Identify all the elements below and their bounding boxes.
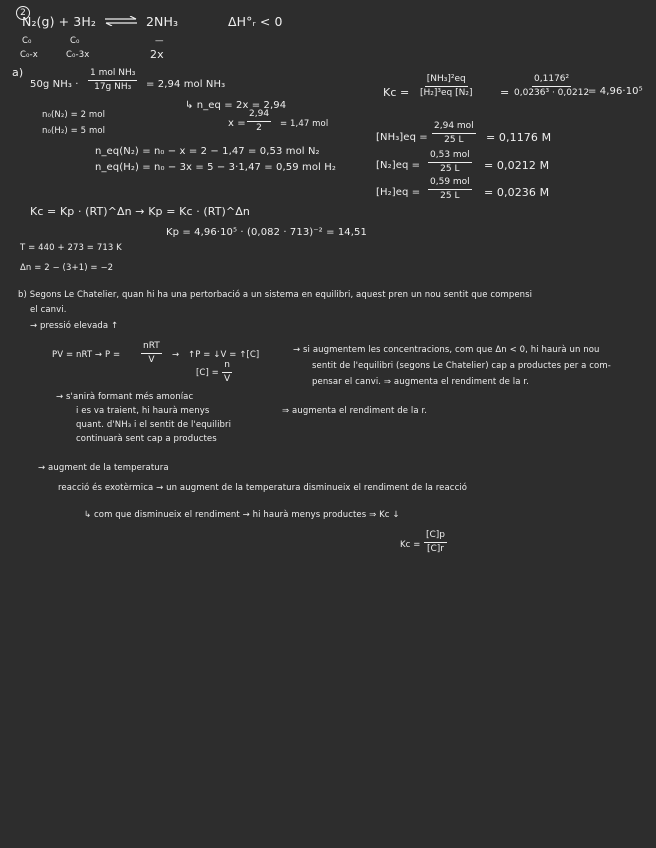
- fraction-numerator: 2,94: [247, 109, 271, 122]
- temperature: T = 440 + 273 = 713 K: [20, 243, 122, 253]
- temperature-heading: → augment de la temperatura: [38, 463, 169, 473]
- moles-nh3-result: = 2,94 mol NH₃: [146, 79, 226, 90]
- fraction-numerator: 2,94 mol: [432, 121, 476, 134]
- fraction-denominator: 25 L: [440, 164, 460, 174]
- part-b-intro-1: b) Segons Le Chatelier, quan hi ha una pertorbació a un sistema en equilibri, aquest pren un nou sentit que compensi: [18, 290, 533, 300]
- kc-result: = 4,96·10⁵: [588, 86, 643, 97]
- conc-h2-lead: [H₂]eq =: [376, 187, 421, 198]
- kc-lead: Kc =: [383, 86, 410, 99]
- pressure-chain: ↑P = ↓V = ↑[C]: [188, 350, 260, 360]
- x-fraction: [247, 109, 271, 134]
- fraction-denominator: 25 L: [440, 191, 460, 201]
- fraction-numerator: nRT: [141, 341, 162, 354]
- initial-h2: C₀: [70, 36, 80, 46]
- kc-definition-fraction: [418, 74, 474, 99]
- mass-nh3: 50g NH₃ ·: [30, 79, 79, 90]
- part-a-label: a): [12, 66, 24, 79]
- fraction-numerator: 0,1176²: [532, 74, 571, 87]
- fraction-denominator: V: [224, 374, 231, 384]
- eq-nh3: 2x: [150, 48, 164, 61]
- x-result: = 1,47 mol: [280, 119, 329, 129]
- ammonia-line-4: continuarà sent cap a productes: [76, 434, 217, 444]
- eq-h2: C₀-3x: [66, 50, 90, 60]
- ammonia-line-1: → s'anirà formant més amoníac: [56, 392, 194, 402]
- fraction-numerator: n: [222, 360, 232, 373]
- fraction-numerator: 1 mol NH₃: [88, 68, 137, 81]
- gas-law-fraction: [141, 341, 162, 366]
- kp-value: Kp = 4,96·10⁵ · (0,082 · 713)⁻² = 14,51: [166, 227, 367, 238]
- neq-n2: n_eq(N₂) = n₀ − x = 2 − 1,47 = 0,53 mol N₂: [95, 146, 320, 157]
- kc-ratio-fraction: [424, 530, 447, 555]
- neq-h2: n_eq(H₂) = n₀ − 3x = 5 − 3·1,47 = 0,59 mol H₂: [95, 162, 336, 173]
- kc-kp-relation: Kc = Kp · (RT)^Δn → Kp = Kc · (RT)^Δn: [30, 205, 250, 218]
- problem-number: 2: [16, 6, 30, 20]
- ammonia-line-3: quant. d'NH₃ i el sentit de l'equilibri: [76, 420, 232, 430]
- conc-n2-fraction: [428, 150, 472, 175]
- fraction-denominator: [C]r: [427, 544, 445, 554]
- delta-n: Δn = 2 − (3+1) = −2: [20, 263, 114, 273]
- temperature-consequence: ↳ com que disminueix el rendiment → hi haurà menys productes ⇒ Kc ↓: [84, 510, 400, 520]
- conc-n2-lead: [N₂]eq =: [376, 160, 421, 171]
- n0-n2: n₀(N₂) = 2 mol: [42, 110, 106, 120]
- fraction-numerator: 0,59 mol: [428, 177, 472, 190]
- part-b-intro-2: el canvi.: [30, 305, 67, 315]
- equals-sign: =: [500, 86, 510, 99]
- fraction-denominator: 0,0236³ · 0,0212: [514, 88, 590, 98]
- initial-n2: C₀: [22, 36, 32, 46]
- kc-ratio-lead: Kc =: [400, 540, 421, 550]
- fraction-denominator: 17g NH₃: [94, 82, 132, 92]
- gas-arrow: →: [172, 350, 180, 360]
- molar-mass-fraction: [88, 68, 137, 93]
- conc-nh3-result: = 0,1176 M: [486, 131, 552, 144]
- reaction-reactants: N₂(g) + 3H₂: [22, 14, 96, 29]
- n0-h2: n₀(H₂) = 5 mol: [42, 126, 106, 136]
- pressure-note-2: sentit de l'equilibri (segons Le Chatelier) cap a productes per a com-: [312, 361, 611, 371]
- fraction-denominator: 2: [256, 123, 262, 133]
- fraction-denominator: 25 L: [444, 135, 464, 145]
- conc-h2-result: = 0,0236 M: [484, 186, 550, 199]
- gas-law: PV = nRT → P =: [52, 350, 121, 360]
- ammonia-line-2: i es va traient, hi haurà menys: [76, 406, 210, 416]
- n-eq-line: ↳ n_eq = 2x = 2,94: [185, 100, 287, 111]
- eq-n2: C₀-x: [20, 50, 38, 60]
- pressure-note-1: → si augmentem les concentracions, com que Δn < 0, hi haurà un nou: [293, 345, 600, 355]
- fraction-denominator: [H₂]³eq [N₂]: [420, 88, 473, 98]
- conc-nh3-fraction: [432, 121, 476, 146]
- enthalpy-sign: ΔH°ᵣ < 0: [228, 14, 283, 29]
- ammonia-result: ⇒ augmenta el rendiment de la r.: [282, 406, 428, 416]
- temperature-line: reacció és exotèrmica → un augment de la temperatura disminueix el rendiment de la reacció: [58, 483, 468, 493]
- pressure-heading: → pressió elevada ↑: [30, 321, 119, 331]
- fraction-numerator: [NH₃]²eq: [425, 74, 468, 87]
- initial-nh3: —: [155, 36, 164, 46]
- fraction-numerator: 0,53 mol: [428, 150, 472, 163]
- pressure-note-3: pensar el canvi. ⇒ augmenta el rendiment de la r.: [312, 377, 529, 387]
- conc-n2-result: = 0,0212 M: [484, 159, 550, 172]
- conc-def-fraction: [222, 360, 232, 385]
- reaction-products: 2NH₃: [146, 14, 179, 29]
- conc-h2-fraction: [428, 177, 472, 202]
- conc-def-lead: [C] =: [196, 368, 219, 378]
- kc-values-fraction: [512, 74, 591, 99]
- fraction-denominator: V: [148, 355, 155, 365]
- equilibrium-arrow-icon: [104, 16, 138, 26]
- conc-nh3-lead: [NH₃]eq =: [376, 132, 428, 143]
- fraction-numerator: [C]p: [424, 530, 447, 543]
- x-lead: x =: [228, 118, 246, 129]
